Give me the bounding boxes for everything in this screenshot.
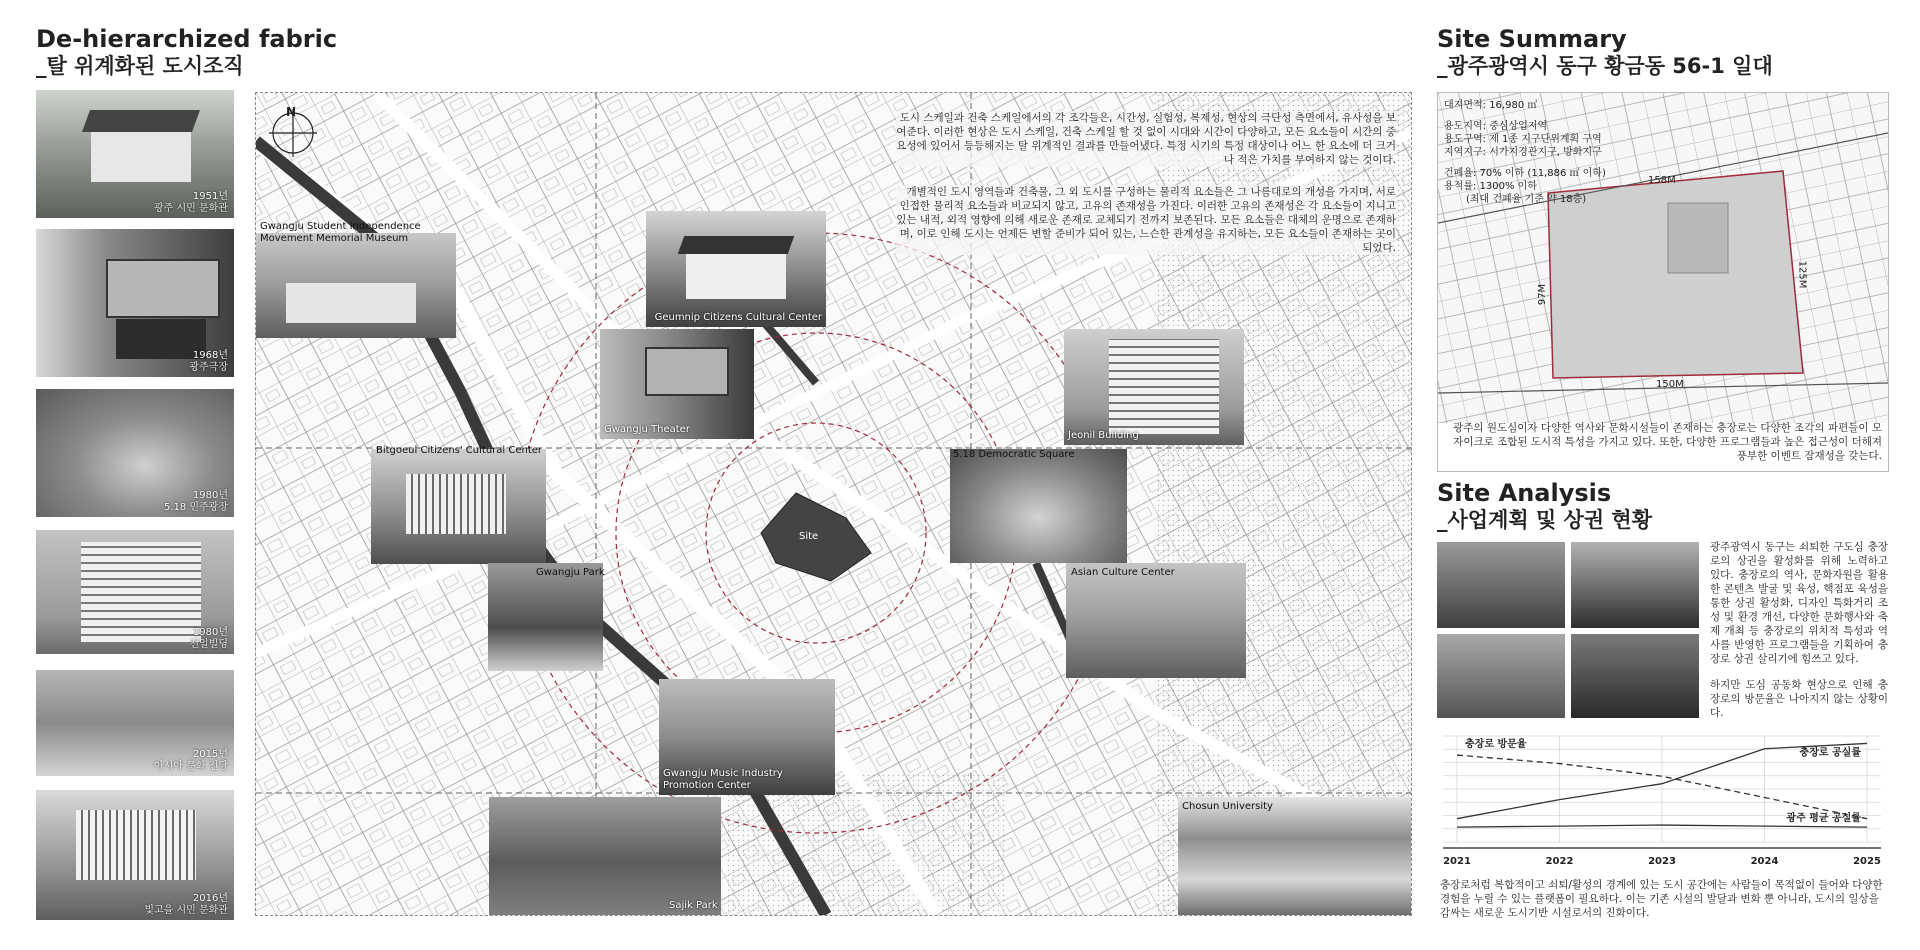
fabric-subtitle: _탈 위계화된 도시조직 [36,54,244,78]
analysis-text-2: 하지만 도심 공동화 현상으로 인해 충장로의 방문율은 나아지지 않는 상황이다. [1710,679,1888,719]
label-bitgoeul-center: Bitgoeul Citizens' Cultural Center [376,445,543,456]
timeline-caption: 1968년 광주극장 [189,350,228,373]
series-label: 광주 평균 공실률 [1786,813,1861,825]
photo-memorial-museum[interactable] [256,233,456,338]
x-tick-label: 2022 [1545,856,1574,867]
photo-geumnip-center[interactable] [646,211,826,327]
label-democratic-square: 5.18 Democratic Square [953,449,1075,460]
label-chosun-university: Chosun University [1182,801,1273,812]
label-gwangju-theater: Gwangju Theater [604,424,690,435]
timeline-caption: 1980년 전일빌딩 [189,627,228,650]
timeline-photo-2015 [36,670,234,776]
analysis-subtitle: _사업계획 및 상권 현황 [1437,508,1653,532]
timeline-caption: 1951년 광주 시민 문화관 [154,191,228,214]
timeline-photo-1980-building [36,530,234,654]
map-paragraph-2: 개별적인 도시 영역들과 건축물, 그 외 도시를 구성하는 물리적 요소들은 그 나름대로의 개성을 가지며, 서로 인접한 물리적 요소들과 비교되지 않고, 고유의 존재성을 가진다. 이러한 고유의 존재성은 각 요소들이 지니고 있는 내적, 외적 영향에 의해 새로운 존재로 교체되기 전까지 보존된다. 모든 요소들은 대체의 운명으로 존재하며, 이로 인해 도시는 언제든 변할 준비가 되어 있는, 느슨한 관계성을 유지하는, 모든 요소들이 존재하는 곳이 되었다. [896,186,1396,254]
analysis-photos [1437,542,1699,718]
photo-democratic-square[interactable] [950,449,1127,563]
x-tick-label: 2021 [1443,856,1471,867]
photo-music-industry-center[interactable] [659,679,835,795]
analysis-photo-1 [1437,542,1565,628]
label-memorial-museum: Gwangju Student Independence Movement Memorial Museum [260,221,421,244]
dim-bottom: 150M [1656,379,1684,390]
dim-top: 158M [1648,175,1676,186]
x-tick-label: 2023 [1648,856,1676,867]
analysis-bottom-text: 충장로처럼 복합적이고 쇠퇴/활성의 경계에 있는 도시 공간에는 사람들이 목적없이 들어와 다양한 경험을 누릴 수 있는 플랫폼이 필요하다. 이는 기존 시설의 발달과 변화 뿐 아니라, 도시의 일상을 감싸는 새로운 도시기반 시설로서의 진화이다. [1440,879,1883,919]
analysis-photo-4 [1571,634,1699,718]
x-tick-label: 2025 [1853,856,1881,867]
timeline-caption: 1980년 5.18 민주광장 [163,490,228,513]
site-info: 대지면적: 16,980 ㎡ 용도지역: 중심상업지역 용도구역: 제 1종 지구단위계획 구역 지역지구: 시가지경관지구, 방화지구 건폐율: 70% 이하 (11,886 ㎡ 이하) 용적률: 1300% 이하 (최대 건폐율 기준 약 18층) [1444,100,1606,205]
label-gwangju-park: Gwangju Park [536,567,605,578]
timeline-photo-1951 [36,90,234,218]
north-label: N [286,105,297,119]
timeline-photo-2016 [36,790,234,920]
label-music-industry-center: Gwangju Music Industry Promotion Center [663,768,783,791]
dim-right: 125M [1796,260,1808,289]
photo-gwangju-theater[interactable] [600,329,754,439]
summary-subtitle: _광주광역시 동구 황금동 56-1 일대 [1437,54,1773,78]
photo-jeonil-building[interactable] [1064,329,1244,445]
label-asian-culture-center: Asian Culture Center [1071,567,1175,578]
photo-sajik-park[interactable] [489,797,721,915]
site-summary-map[interactable] [1437,92,1889,472]
photo-chosun-university[interactable] [1178,797,1411,915]
fabric-title: De-hierarchized fabric [36,25,338,53]
analysis-title: Site Analysis [1437,479,1612,507]
dim-left: 97M [1537,283,1549,306]
photo-gwangju-park[interactable] [488,563,603,671]
x-tick-label: 2024 [1750,856,1779,867]
vacancy-chart[interactable] [1437,732,1887,872]
city-map[interactable] [255,92,1412,916]
analysis-text-1: 광주광역시 동구는 쇠퇴한 구도심 충장로의 상권을 활성화를 위해 노력하고 있다. 충장로의 역사, 문화자원을 활용한 콘텐츠 발굴 및 육성, 핵점포 육성을 통한 상권 활성화, 디자인 특화거리 조성 및 환경 개선, 다양한 문화행사와 축제 개최 등 충장로의 위치적 특성과 역사를 반영한 프로그램들을 기획하여 충장로 상권 살리기에 힘쓰고 있다. [1710,541,1888,665]
label-geumnip-center: Geumnip Citizens Cultural Center [654,312,822,323]
site-label: Site [799,531,819,542]
label-sajik-park: Sajik Park [669,900,718,911]
timeline-photo-1980-square [36,389,234,517]
map-paragraph-1: 도시 스케일과 건축 스케일에서의 각 조각들은, 시간성, 실험성, 복제성, 현상의 극단성 측면에서, 유사성을 보여준다. 이러한 현상은 도시 스케일, 건축 스케일 할 것 없이 시대와 시간이 다양하고, 모든 요소들이 시간의 중요성에 있어서 등등해지는 탈 위계적인 결과를 만들어냈다. 특정 시기의 특정 대상이나 어느 한 요소에 더 크거나 적은 가치를 부여하지 않는 것이다. [896,112,1396,166]
series-label: 충장로 공실률 [1799,747,1861,759]
timeline-caption: 2016년 빛고을 시민 문화관 [144,893,228,916]
photo-asian-culture-center[interactable] [1066,563,1246,678]
summary-description: 광주의 원도심이자 다양한 역사와 문화시설들이 존재하는 충장로는 다양한 조각의 파편들이 모자이크로 조합된 도시적 특성을 가지고 있다. 또한, 다양한 프로그램들과 높은 접근성이 더해져 풍부한 이벤트 잠재성을 갖는다. [1453,422,1882,462]
analysis-photo-2 [1571,542,1699,628]
timeline-caption: 2015년 아시아 문화 전당 [154,749,228,772]
label-jeonil-building: Jeonil Building [1068,430,1139,441]
analysis-photo-3 [1437,634,1565,718]
summary-title: Site Summary [1437,25,1627,53]
timeline-photo-1968 [36,229,234,377]
photo-bitgoeul-center[interactable] [371,449,546,564]
series-label: 충장로 방문율 [1465,739,1527,751]
